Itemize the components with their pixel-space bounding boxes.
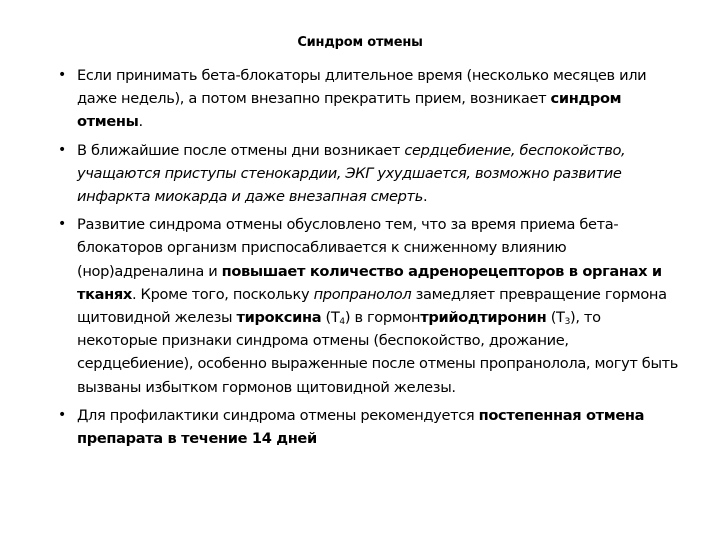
text: Развитие синдрома отмены обусловлено тем, что за время приема бета-блокаторов организм приспосабливается к сниженному влиянию (нор)адреналина и <box>77 216 619 280</box>
subscript: 3 <box>564 317 570 328</box>
text: Для профилактики синдрома отмены рекомендуется <box>77 406 479 424</box>
slide-content <box>58 64 680 455</box>
text: . <box>422 188 428 206</box>
emphasis-bold: тироксина <box>236 309 322 327</box>
text: . Кроме того, поскольку <box>131 285 314 303</box>
text: В ближайшие после отмены дни возникает <box>77 141 405 159</box>
bullet-icon: • <box>58 67 66 83</box>
bullet-item-4 <box>58 404 680 450</box>
bullet-list <box>58 64 680 450</box>
slide-title: Синдром отмены <box>297 35 423 50</box>
subscript: 4 <box>339 317 345 328</box>
bullet-icon: • <box>58 141 66 158</box>
bullet-item-2 <box>58 139 680 209</box>
emphasis-bold: повышает количество адренорецепторов в органах и тканях <box>77 262 662 303</box>
emphasis-bold: синдром отмены <box>77 90 622 131</box>
bullet-item-1 <box>58 64 680 134</box>
bullet-item-3 <box>58 213 680 399</box>
bullet-icon: • <box>58 216 66 233</box>
emphasis-bold: трийодтиронин <box>420 309 547 327</box>
text: замедляет превращение гормона щитовидной железы <box>77 285 667 327</box>
text: ) в гормон <box>344 309 421 327</box>
emphasis-italic: пропранолол <box>313 285 412 303</box>
text: Если принимать бета-блокаторы длительное время (несколько месяцев или даже недель), а потом внезапно прекратить прием, возникает <box>77 67 647 108</box>
text: ), то некоторые признаки синдрома отмены (беспокойство, дрожание, сердцебиение), особенно выраженные после отмены пропранолола, могут быть вызваны избытком гормонов щитовидной железы. <box>77 309 679 396</box>
emphasis-italic: сердцебиение, беспокойство, учащаются приступы стенокардии, ЭКГ ухудшается, возможно развитие инфаркта миокарда и даже внезапная смерть <box>77 141 626 206</box>
text: (Т <box>321 309 340 327</box>
bullet-icon: • <box>58 406 66 423</box>
emphasis-bold: постепенная отмена препарата в течение 14 дней <box>77 406 645 448</box>
text: (Т <box>546 309 565 327</box>
text: . <box>138 113 143 131</box>
